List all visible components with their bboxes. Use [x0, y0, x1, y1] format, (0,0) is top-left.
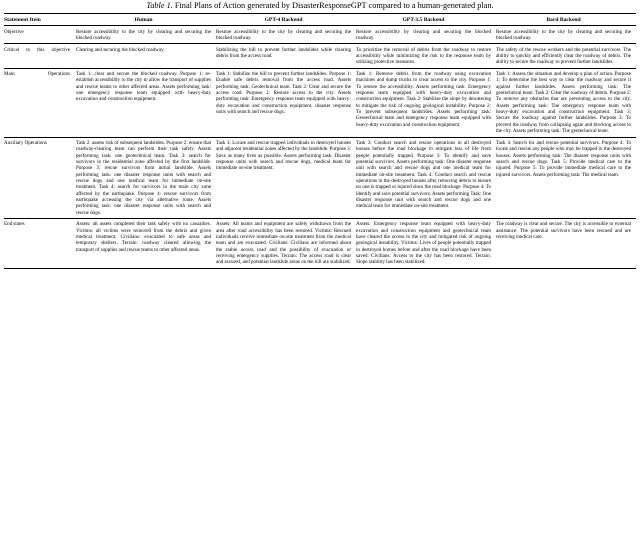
cell-end-states-human: Assets: all assets completed their task safely with no casualties. Victims: all victims were removed from the debris and given medical treatment. Civilians: evacuated to safe areas and temporary shelters. Terrain: roadway cleared allowing the transport of supplies and rescue teams to other affected areas. — [76, 219, 216, 268]
table-page — [0, 0, 640, 269]
cell-end-states-gpt35: Assets: Emergency response team equipped with heavy-duty excavation and construction equipment and geotechnical team have cleared the access to the city and mitigated risk of ongoing geological instability. Victims: Lives of people potentially trapped in destroyed homes before and after the road blockage have been saved. Civilians: Access to the city has been restored. Terrain: Slope stability has been stabilized. — [356, 219, 496, 268]
table-row — [4, 68, 636, 137]
cell-end-states-bard: The roadway is clear and secure. The city is accessible to external assistance. The potential survivors have been rescued and are receiving medical care. — [496, 219, 636, 268]
cell-main-operations-gpt35: Task 1: Remove debris from the roadway using excavation machines and dump trucks to clear access to the city. Purpose 1: To restore the accessibility. Assets performing task: Emergency response team equipped with heavy-duty excavation and construction equipment. Task 2: Stabilize the slope by dewatering to mitigate the risk of ongoing geological instability. Purpose 2: To prevent subsequent landslides. Assets performing task: Geotechnical team and emergency response team equipped with heavy-duty excavation and construction equipment. — [356, 68, 496, 137]
cell-auxiliary-operations-gpt35: Task 3: Conduct search and rescue operations in all destroyed houses before the road blockage to mitigate loss of life from people potentially trapped. Purpose 3: To identify and save potential survivors. Assets performing task: One disaster response unit with search and rescue dogs and one medical team for immediate on-site treatment. Task 4: Conduct search and rescue operations in the destroyed houses after removing debris to ensure no one is trapped or injured since the road blockage. Purpose 4: To identify and save potential survivors. Assets performing Task: One disaster response unit with search and rescue dogs and one medical team for immediate on-site treatment. — [356, 137, 496, 219]
table-header — [4, 14, 636, 26]
table-row — [4, 26, 636, 44]
column-header-bard: Bard Backend — [496, 14, 636, 26]
cell-main-operations-bard: Task 1: Assess the situation and develop a plan of action. Purpose 1: To determine the best way to clear the roadway and secure it against further landslides. Assets performing task: The geotechnical team. Task 2: Clear the roadway of debris. Purpose 2: To remove any obstacles that are preventing access to the city. Assets performing task: The emergency response team with heavy-duty excavation and construction equipment. Task 3: Secure the roadway against further landslides. Purpose 3: To prevent the roadway from collapsing again and blocking access to the city. Assets performing task: The geotechnical team. — [496, 68, 636, 137]
cell-end-states-gpt4: Assets: All teams and equipment are safely withdrawn from the area after road accessibility has been restored. Victims: Rescued individuals receive immediate on-site treatment from the medical team and are evacuated. Civilians: Civilians are informed about the stable access road and the possibility of evacuation or receiving emergency supplies. Terrain: The access road is clear and secured, and potential landslide areas on the hill are stabilized. — [216, 219, 356, 268]
row-label-critical-to-this-objective: Critical to this objective — [4, 44, 76, 68]
column-header-gpt35: GPT-3.5 Backend — [356, 14, 496, 26]
caption-text: Final Plans of Action generated by DisasterResponseGPT compared to a human-generated plan. — [174, 1, 494, 10]
cell-objective-human: Restore accessibility to the city by clearing and securing the blocked roadway. — [76, 28, 211, 41]
header-row — [4, 14, 636, 26]
row-label-auxiliary-operations: Auxiliary Operations — [4, 137, 76, 219]
cell-objective-bard: Restore accessibility to the city by clearing and securing the blocked roadway. — [496, 28, 631, 41]
cell-auxiliary-operations-bard: Task 4: Search for and rescue potential survivors. Purpose 4: To locate and rescue any people who may be trapped in the destroyed houses. Assets performing task: The disaster response units with search and rescue dogs. Task 5: Provide medical care to the injured. Purpose 5: To provide immediate medical care to the injured survivors. Assets performing task: The medical team. — [496, 137, 636, 219]
cell-critical-gpt35: To prioritize the removal of debris from the roadway to restore accessibility while minimizing the risk to the response team by utilizing protective measures. — [356, 44, 496, 68]
row-label-end-states: End states — [4, 219, 76, 268]
table-caption — [4, 0, 636, 13]
table-row — [4, 44, 636, 68]
column-header-statement-item: Statement Item — [4, 14, 76, 26]
cell-auxiliary-operations-gpt4: Task 3: Locate and rescue trapped individuals in destroyed houses and adjacent residential zones affected by the landslide. Purpose 3: Save as many lives as possible. Assets performing task: Disaster response units with search and rescue dogs, medical team for immediate on-site treatment. — [216, 137, 356, 219]
table-row — [4, 219, 636, 268]
cell-auxiliary-operations-human: Task 2: assess risk of subsequent landslides. Purpose 2: ensure that roadway-clearing team can perform their task safely. Assets performing task: one geotechnical team. Task 3: search for survivors in the residential zone affected by the first landslide. Purpose 3: rescue survivors from initial landslide. Assets performing task: one disaster response units with search and rescue dogs and one medical team for immediate on-site treatment. Task 4: search for survivors in the main city zone affected by the earthquake. Purpose 4: rescue survivors from earthquake accessing the city via alternative route. Assets performing task: one disaster response units with search and rescue dogs. — [76, 137, 216, 219]
table-bottom-rule — [4, 268, 636, 269]
caption-label: Table 1. — [146, 1, 173, 10]
column-header-human: Human — [76, 14, 216, 26]
cell-main-operations-human: Task 1: clear and secure the blocked roadway. Purpose 1: re-establish accessibility to the city to allow the transport of supplies and rescue teams to other affected areas. Assets performing task: one emergency response team equipped with heavy-duty excavation and construction equipment. — [76, 68, 216, 137]
column-header-gpt4: GPT-4 Backend — [216, 14, 356, 26]
cell-objective-gpt35: Restore accessibility by clearing and securing the blocked roadway. — [356, 28, 491, 41]
table-body — [4, 26, 636, 268]
cell-objective-gpt4: Restore accessibility to the city by clearing and securing the blocked roadway. — [216, 28, 351, 41]
plans-table — [4, 13, 636, 268]
cell-main-operations-gpt4: Task 1: Stabilize the hill to prevent further landslides. Purpose 1: Enable safe debris removal from the access road. Assets performing task: Geotechnical team. Task 2: Clear and secure the access road. Purpose 2: Restore access to the city. Assets performing task: Emergency response team equipped with heavy-duty excavation and construction equipment, disaster response units with search and rescue dogs. — [216, 68, 356, 137]
row-label-objective: Objective — [4, 28, 24, 35]
cell-critical-human: Clearing and securing the blocked roadway. — [76, 44, 216, 68]
cell-critical-bard: The safety of the rescue workers and the potential survivors. The ability to quickly and efficiently clear the roadway of debris. The ability to secure the roadway to prevent further landslides. — [496, 44, 636, 68]
cell-critical-gpt4: Stabilizing the hill to prevent further landslides while clearing debris from the access road. — [216, 44, 356, 68]
table-row — [4, 137, 636, 219]
row-label-main-operations: Main Operations — [4, 68, 76, 137]
